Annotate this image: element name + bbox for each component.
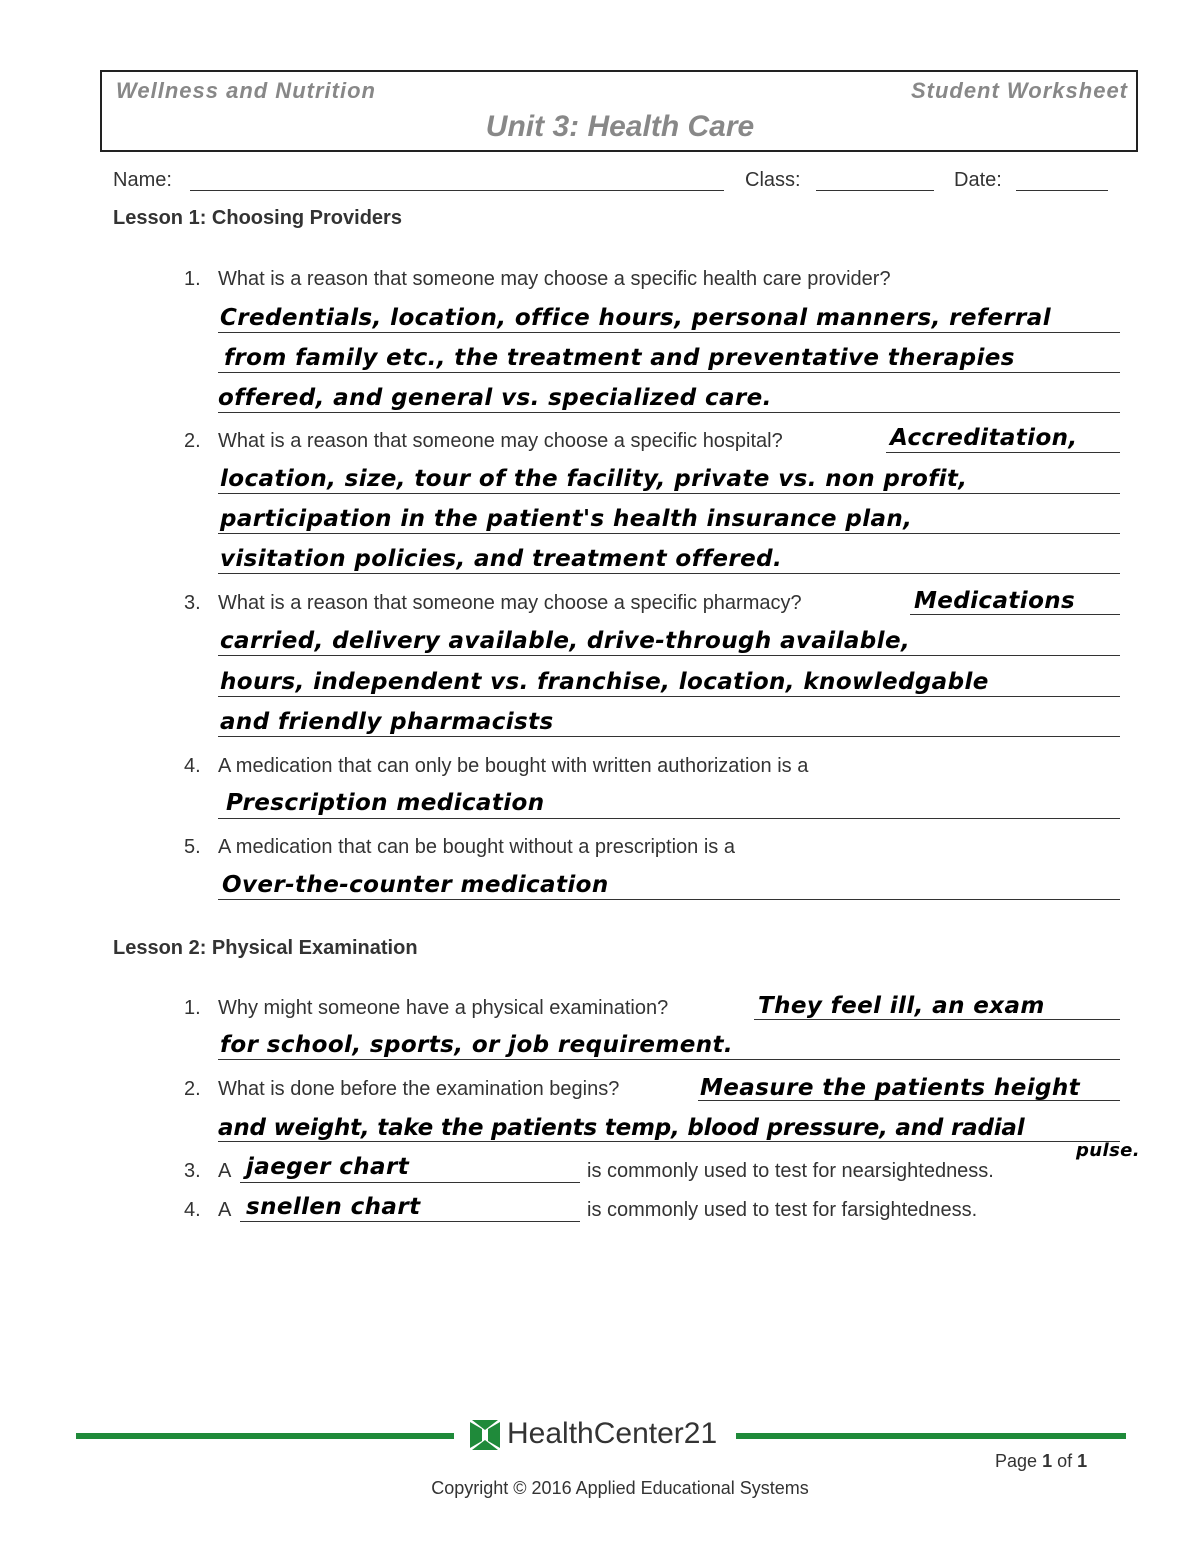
question-number: 1. bbox=[184, 997, 201, 1019]
lesson1-heading: Lesson 1: Choosing Providers bbox=[113, 207, 402, 229]
name-label: Name: bbox=[113, 169, 172, 191]
copyright: Copyright © 2016 Applied Educational Systems bbox=[431, 1478, 809, 1498]
question-text: What is a reason that someone may choose a specific health care provider? bbox=[218, 268, 891, 290]
worksheet-label: Student Worksheet bbox=[910, 78, 1128, 103]
handwritten-answer: Prescription medication bbox=[226, 790, 545, 816]
handwritten-answer: for school, sports, or job requirement. bbox=[220, 1032, 733, 1058]
handwritten-answer: Credentials, location, office hours, personal manners, referral bbox=[220, 305, 1052, 331]
answer-line[interactable] bbox=[218, 412, 1120, 413]
name-field[interactable] bbox=[190, 190, 724, 191]
lesson2-heading: Lesson 2: Physical Examination bbox=[113, 937, 418, 959]
class-label: Class: bbox=[745, 169, 801, 191]
brand-name: HealthCenter21 bbox=[507, 1417, 718, 1450]
answer-line[interactable] bbox=[910, 614, 1120, 615]
answer-line[interactable] bbox=[240, 1182, 580, 1183]
answer-line[interactable] bbox=[218, 573, 1120, 574]
question-text: What is done before the examination begins? bbox=[218, 1078, 620, 1100]
handwritten-answer: visitation policies, and treatment offered. bbox=[220, 546, 783, 572]
class-field[interactable] bbox=[816, 190, 934, 191]
handwritten-answer: Accreditation, bbox=[890, 425, 1078, 451]
page-total: 1 bbox=[1077, 1451, 1088, 1471]
answer-line[interactable] bbox=[218, 493, 1120, 494]
page-of: of bbox=[1057, 1451, 1073, 1471]
handwritten-answer: jaeger chart bbox=[246, 1154, 410, 1180]
handwritten-answer: hours, independent vs. franchise, location, knowledgable bbox=[220, 669, 989, 695]
handwritten-answer: location, size, tour of the facility, private vs. non profit, bbox=[220, 466, 968, 492]
page-label: Page bbox=[995, 1451, 1038, 1471]
course-name: Wellness and Nutrition bbox=[116, 78, 376, 103]
handwritten-answer: carried, delivery available, drive-through available, bbox=[220, 628, 911, 654]
question-number: 5. bbox=[184, 836, 201, 858]
footer-bar-right bbox=[736, 1433, 1126, 1439]
question-text: A medication that can be bought without a prescription is a bbox=[218, 836, 735, 858]
answer-line[interactable] bbox=[754, 1019, 1120, 1020]
handwritten-answer: participation in the patient's health insurance plan, bbox=[220, 506, 913, 532]
question-number: 3. bbox=[184, 592, 201, 614]
page-indicator bbox=[995, 1451, 1087, 1472]
question-number: 4. bbox=[184, 1199, 201, 1221]
page-current: 1 bbox=[1042, 1451, 1053, 1471]
question-suffix: is commonly used to test for farsightedness. bbox=[587, 1199, 978, 1221]
handwritten-answer: Medications bbox=[914, 588, 1076, 614]
answer-line[interactable] bbox=[886, 452, 1120, 453]
handwritten-answer: offered, and general vs. specialized care. bbox=[218, 385, 772, 411]
question-text: Why might someone have a physical examination? bbox=[218, 997, 669, 1019]
handwritten-answer: and weight, take the patients temp, blood pressure, and radial bbox=[218, 1115, 1025, 1141]
question-text: A medication that can only be bought with written authorization is a bbox=[218, 755, 809, 777]
unit-title: Unit 3: Health Care bbox=[485, 110, 755, 143]
answer-line[interactable] bbox=[218, 332, 1120, 333]
question-number: 4. bbox=[184, 755, 201, 777]
answer-line[interactable] bbox=[218, 1141, 1120, 1142]
answer-line[interactable] bbox=[218, 736, 1120, 737]
question-text: What is a reason that someone may choose a specific pharmacy? bbox=[218, 592, 802, 614]
question-number: 2. bbox=[184, 430, 201, 452]
handwritten-answer: and friendly pharmacists bbox=[220, 709, 554, 735]
handwritten-answer: They feel ill, an exam bbox=[758, 993, 1045, 1019]
question-suffix: is commonly used to test for nearsightedness. bbox=[587, 1160, 994, 1182]
answer-line[interactable] bbox=[218, 533, 1120, 534]
question-number: 1. bbox=[184, 268, 201, 290]
handwritten-answer: Measure the patients height bbox=[700, 1075, 1081, 1101]
question-number: 3. bbox=[184, 1160, 201, 1182]
handwritten-answer: snellen chart bbox=[246, 1194, 421, 1220]
healthcenter-logo-icon bbox=[470, 1420, 500, 1450]
question-text: What is a reason that someone may choose a specific hospital? bbox=[218, 430, 783, 452]
answer-line[interactable] bbox=[218, 696, 1120, 697]
answer-line[interactable] bbox=[218, 899, 1120, 900]
question-prefix: A bbox=[218, 1160, 232, 1182]
answer-line[interactable] bbox=[218, 372, 1120, 373]
date-field[interactable] bbox=[1016, 190, 1108, 191]
handwritten-answer: Over-the-counter medication bbox=[222, 872, 609, 898]
handwritten-answer: from family etc., the treatment and preventative therapies bbox=[224, 345, 1015, 371]
answer-line[interactable] bbox=[218, 1059, 1120, 1060]
handwritten-answer: pulse. bbox=[1076, 1140, 1141, 1161]
question-prefix: A bbox=[218, 1199, 232, 1221]
answer-line[interactable] bbox=[218, 818, 1120, 819]
answer-line[interactable] bbox=[240, 1221, 580, 1222]
footer-bar-left bbox=[76, 1433, 454, 1439]
date-label: Date: bbox=[954, 169, 1002, 191]
question-number: 2. bbox=[184, 1078, 201, 1100]
answer-line[interactable] bbox=[218, 655, 1120, 656]
